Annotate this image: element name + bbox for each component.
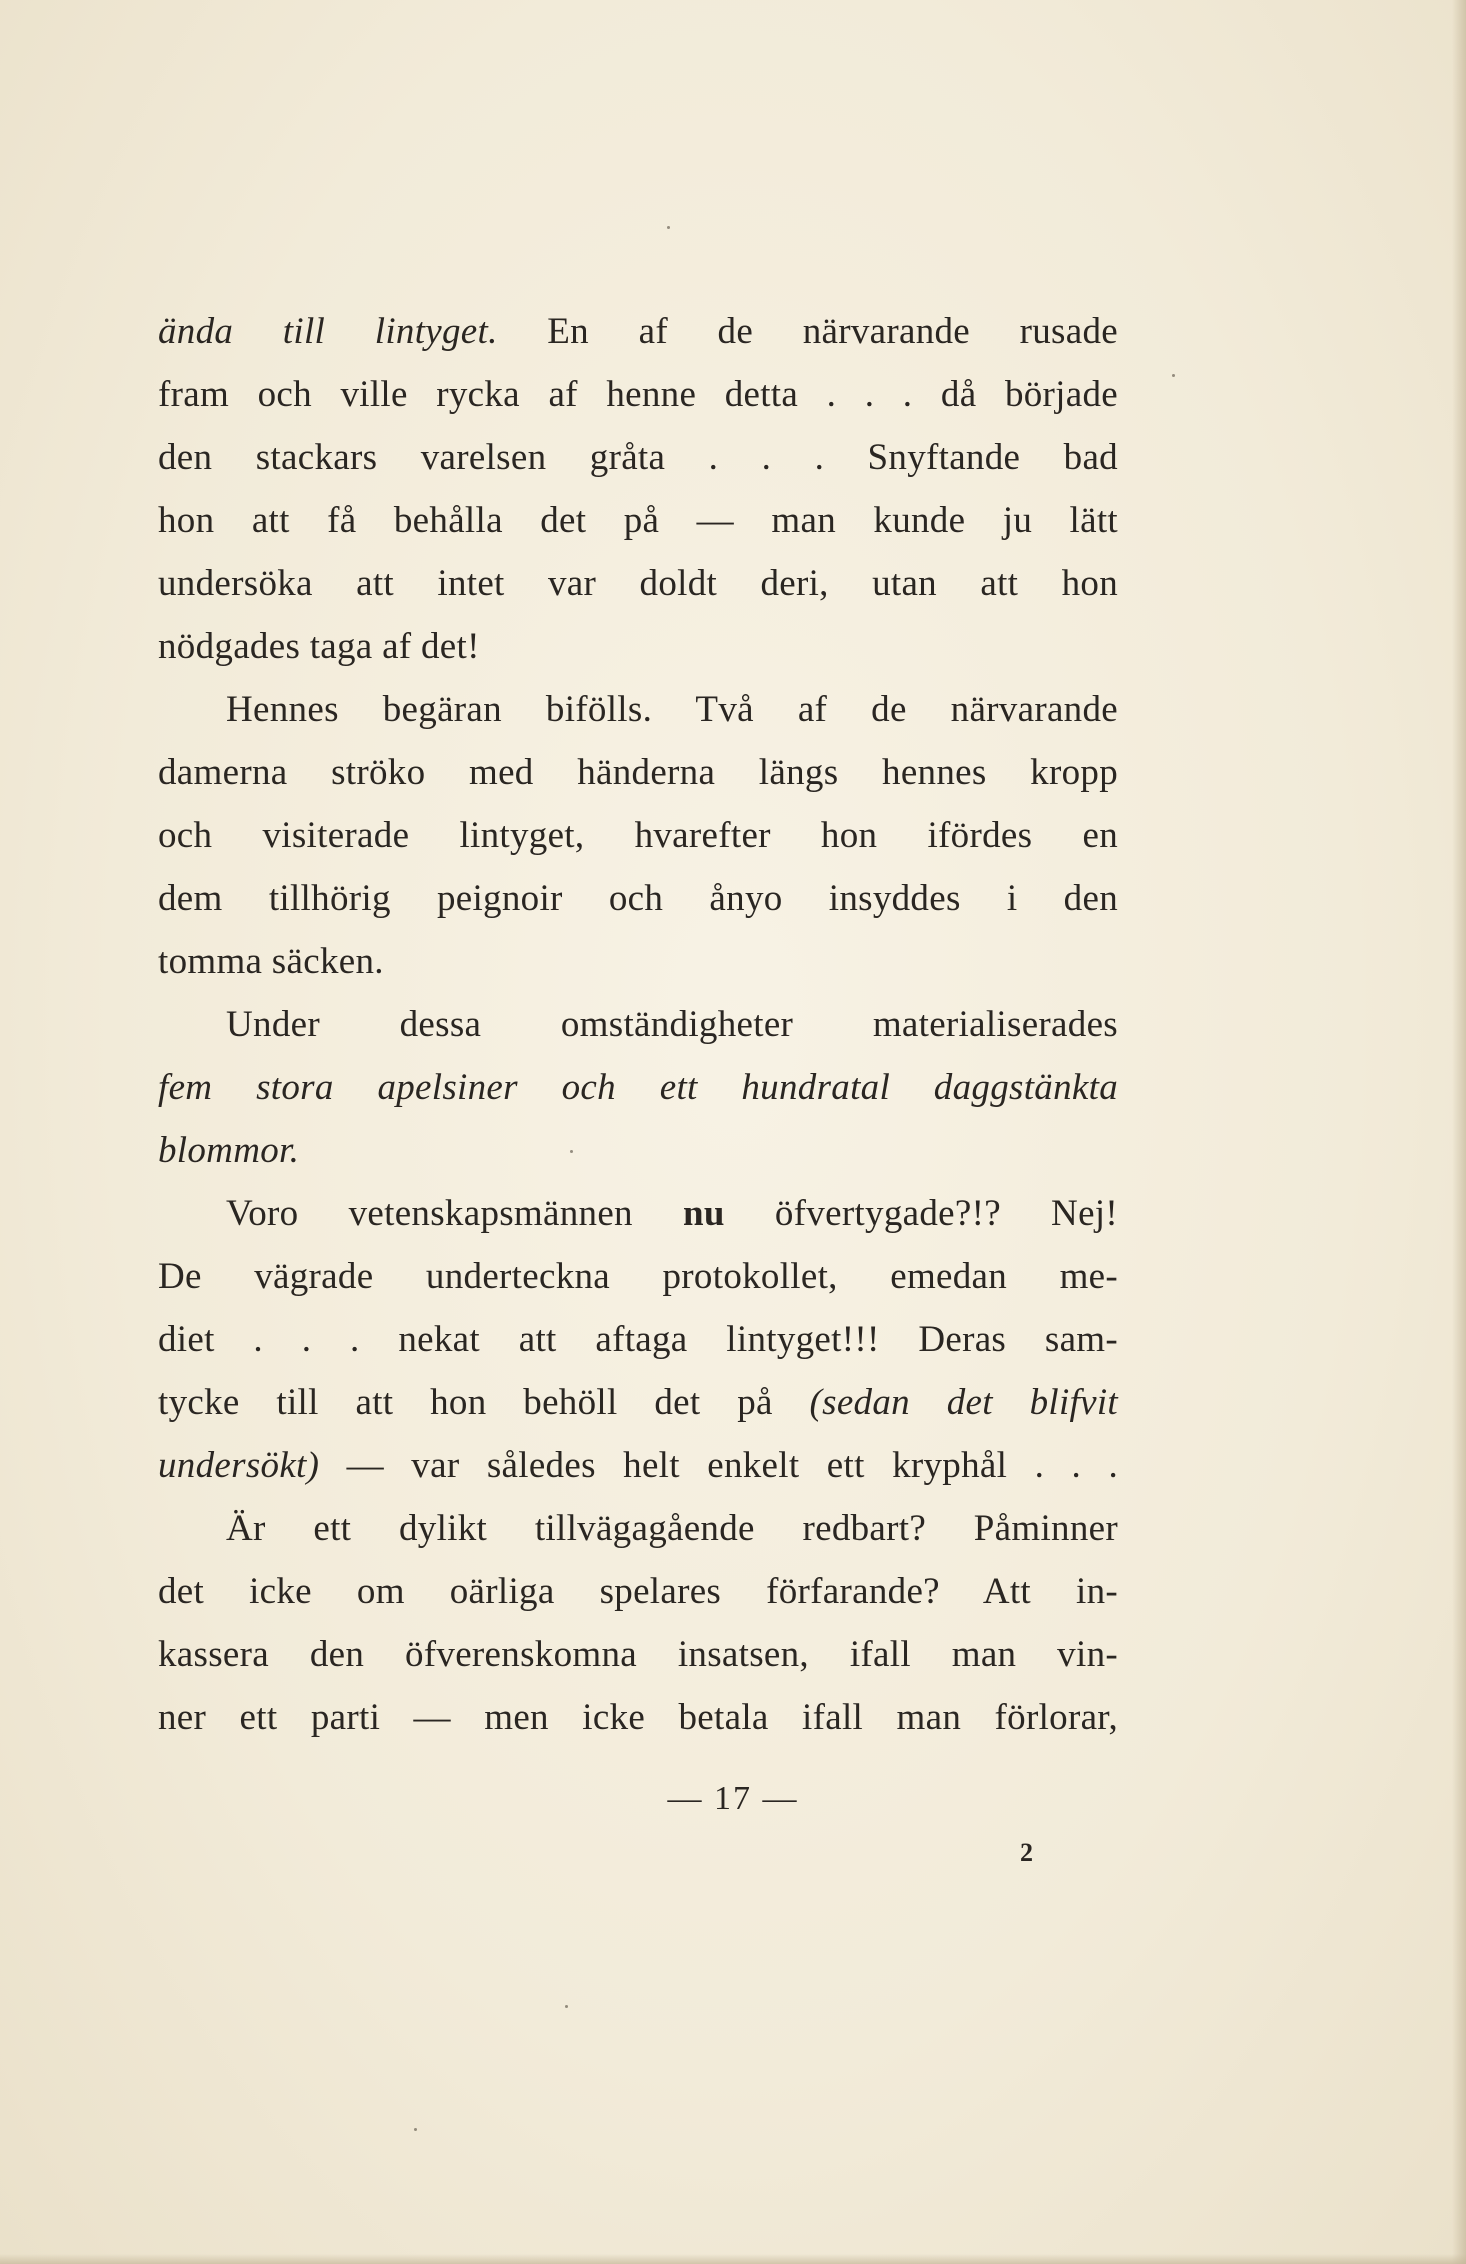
text-segment: öfvertygade?!? Nej!: [724, 1193, 1118, 1234]
text-line: [158, 930, 1118, 993]
paper-speck: [565, 2005, 568, 2008]
text-segment: — var således helt enkelt ett kryphål . . .: [319, 1445, 1118, 1486]
text-segment: den stackars varelsen gråta . . . Snyftande bad: [158, 437, 1118, 478]
text-segment: tycke till att hon behöll det på: [158, 1382, 810, 1423]
text-line: [158, 1245, 1118, 1308]
text-line: [158, 1623, 1118, 1686]
text-line: [158, 1371, 1118, 1434]
page-spine-shadow: [1452, 0, 1466, 2264]
text-segment: Under dessa omständigheter materialiserades: [226, 1004, 1118, 1045]
text-segment: tomma säcken.: [158, 941, 384, 982]
text-segment: Voro vetenskapsmännen: [226, 1193, 683, 1234]
text-segment: fem stora apelsiner och ett hundratal daggstänkta: [158, 1067, 1118, 1108]
text-segment: ända till lintyget.: [158, 311, 498, 352]
text-segment: nu: [682, 1193, 725, 1234]
text-line: [158, 741, 1118, 804]
text-segment: dem tillhörig peignoir och ånyo insyddes i den: [158, 878, 1118, 919]
text-segment: damerna ströko med händerna längs hennes kropp: [158, 752, 1118, 793]
text-segment: fram och ville rycka af henne detta . . . då började: [158, 374, 1118, 415]
text-line: [158, 867, 1118, 930]
text-segment: (sedan det blifvit: [809, 1382, 1118, 1423]
text-line: [158, 1686, 1118, 1749]
text-line: [158, 1497, 1118, 1560]
page-bottom-edge: [0, 2254, 1466, 2264]
text-line: [158, 1119, 1118, 1182]
text-line: [158, 1308, 1118, 1371]
text-line: [158, 552, 1118, 615]
text-segment: Hennes begäran bifölls. Två af de närvarande: [226, 689, 1118, 730]
paper-speck: [1172, 374, 1175, 377]
text-segment: undersöka att intet var doldt deri, utan att hon: [158, 563, 1118, 604]
text-segment: blommor.: [158, 1130, 300, 1171]
text-line: [158, 489, 1118, 552]
paper-speck: [570, 1150, 573, 1153]
text-segment: hon att få behålla det på — man kunde ju lätt: [158, 500, 1118, 541]
paper-speck: [414, 2128, 417, 2131]
text-segment: ner ett parti — men icke betala ifall man förlorar,: [158, 1697, 1118, 1738]
text-segment: kassera den öfverenskomna insatsen, ifall man vin-: [158, 1634, 1118, 1675]
text-segment: En af de närvarande rusade: [497, 311, 1118, 352]
text-segment: Är ett dylikt tillvägagående redbart? Påminner: [226, 1508, 1118, 1549]
body-text: [158, 300, 1118, 1749]
text-line: [158, 1560, 1118, 1623]
text-line: [158, 678, 1118, 741]
text-segment: diet . . . nekat att aftaga lintyget!!! Deras sam-: [158, 1319, 1118, 1360]
signature-mark: 2: [1020, 1838, 1033, 1867]
text-line: [158, 1056, 1118, 1119]
text-line: [158, 993, 1118, 1056]
text-line: [158, 363, 1118, 426]
text-line: [158, 1434, 1118, 1497]
text-line: [158, 300, 1118, 363]
paper-speck: [667, 226, 670, 229]
text-segment: De vägrade underteckna protokollet, emedan me-: [158, 1256, 1118, 1297]
text-line: [158, 804, 1118, 867]
text-line: [158, 615, 1118, 678]
text-line: [158, 426, 1118, 489]
page-number: — 17 —: [667, 1780, 799, 1817]
text-segment: och visiterade lintyget, hvarefter hon ifördes en: [158, 815, 1118, 856]
text-segment: nödgades taga af det!: [158, 626, 480, 667]
text-line: [158, 1182, 1118, 1245]
text-segment: undersökt): [158, 1445, 320, 1486]
text-segment: det icke om oärliga spelares förfarande? Att in-: [158, 1571, 1118, 1612]
